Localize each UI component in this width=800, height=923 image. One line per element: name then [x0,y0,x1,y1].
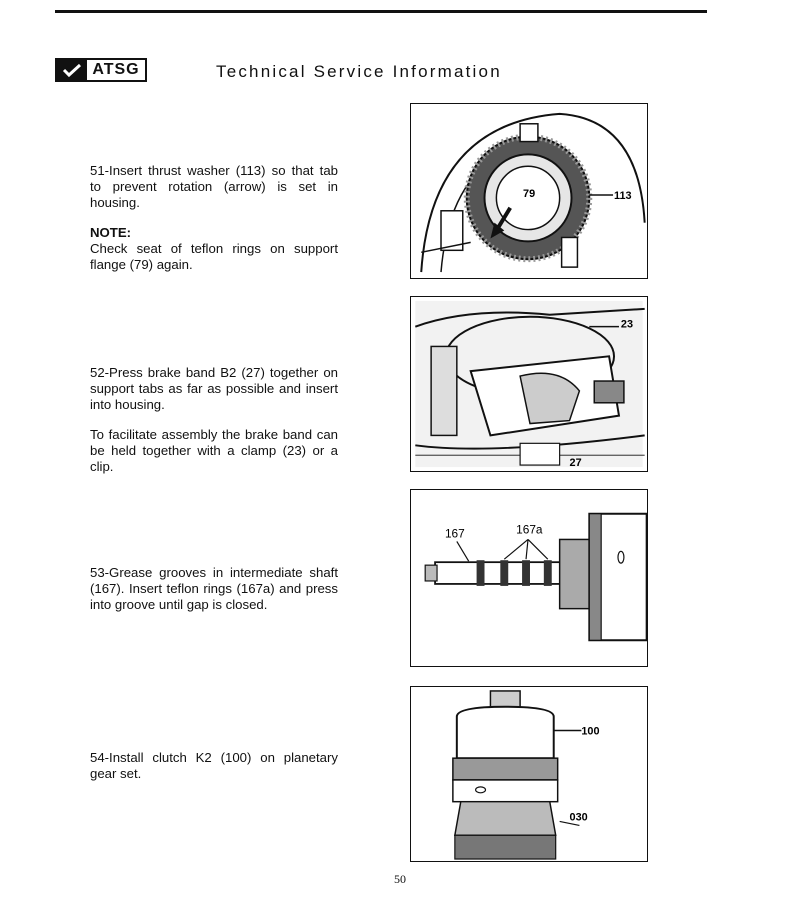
figure-intermediate-shaft [410,489,648,667]
thrust-washer-illustration [411,104,647,278]
step-52 [90,365,338,475]
intermediate-shaft-illustration [411,490,647,666]
note-text: Check seat of teflon rings on support flange (79) again. [90,241,338,272]
label-167a: 167a [516,522,543,537]
checkmark-icon [57,60,87,80]
step-53-text: 53-Grease grooves in intermediate shaft (167). Insert teflon rings (167a) and press into groove until gap is closed. [90,565,338,612]
figure-thrust-washer [410,103,648,279]
page-number: 50 [394,872,406,886]
note-label: NOTE: [90,225,132,240]
label-79: 79 [523,187,536,200]
step-52-extra: To facilitate assembly the brake band can be held together with a clamp (23) or a clip. [90,427,338,474]
label-113: 113 [614,189,632,202]
logo-text: ATSG [92,61,140,78]
figure-clutch-k2 [410,686,648,862]
step-53 [90,565,338,613]
label-100: 100 [581,725,600,738]
step-54 [90,750,338,782]
step-52-text: 52-Press brake band B2 (27) together on support tabs as far as possible and insert into housing. [90,365,338,412]
top-rule [55,10,707,13]
clutch-k2-illustration [411,687,647,861]
step-51 [90,163,338,273]
figure-brake-band [410,296,648,472]
page-header-title: Technical Service Information [216,62,502,81]
atsg-logo [55,58,147,82]
label-23: 23 [620,318,634,331]
label-27: 27 [569,457,582,470]
step-51-text: 51-Insert thrust washer (113) so that tab to prevent rotation (arrow) is set in housing. [90,163,338,210]
label-030: 030 [569,811,588,824]
brake-band-illustration [411,297,647,471]
label-167: 167 [444,526,465,541]
step-54-text: 54-Install clutch K2 (100) on planetary gear set. [90,750,338,781]
